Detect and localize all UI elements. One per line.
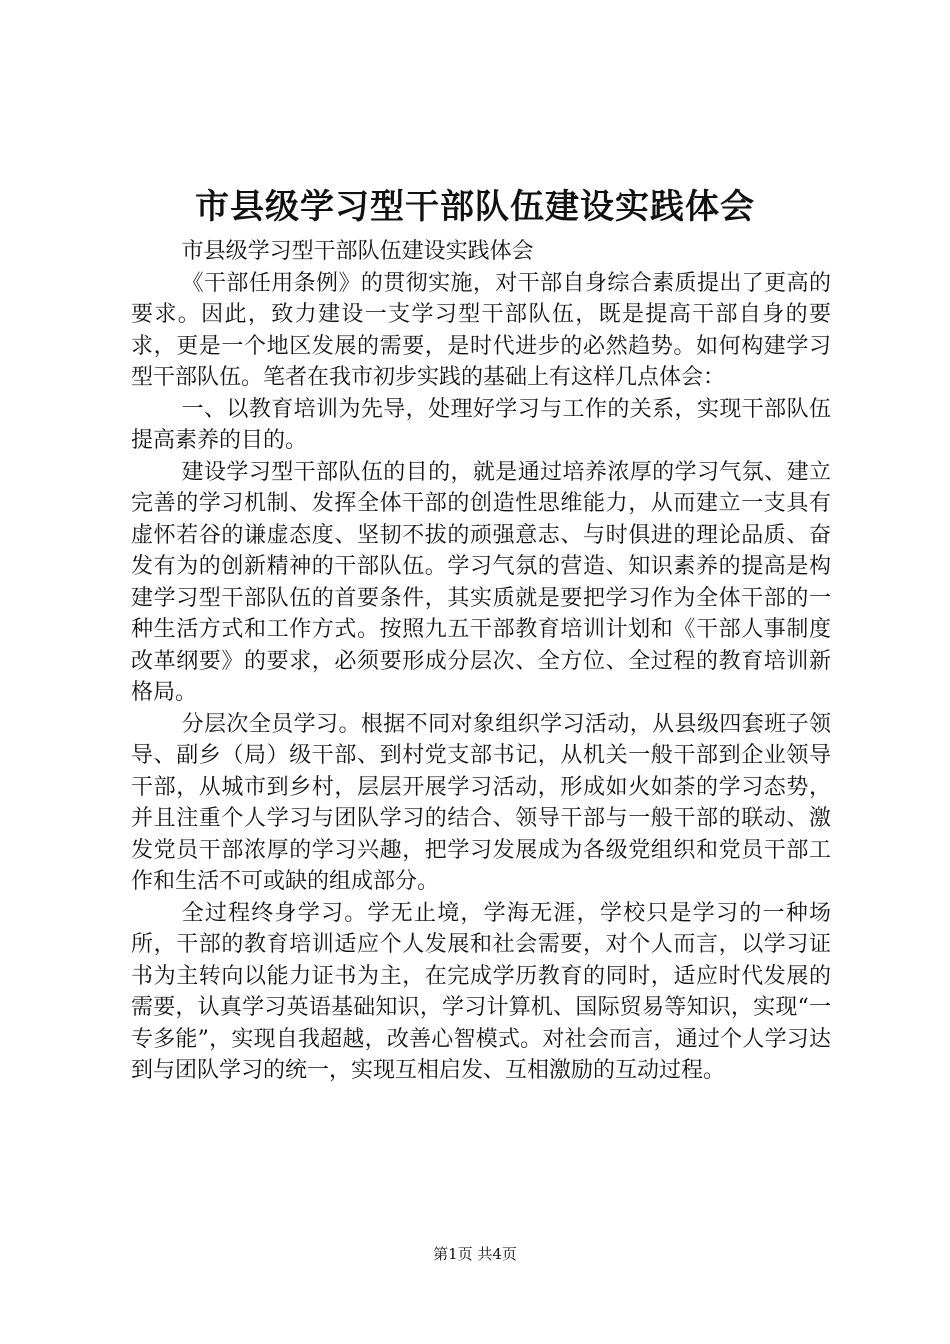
paragraph-subtitle: 市县级学习型干部队伍建设实践体会 (181, 239, 534, 264)
paragraph-body: 建设学习型干部队伍的目的，就是通过培养浓厚的学习气氛、建立完善的学习机制、发挥全体干部的创造性思维能力，从而建立一支具有虚怀若谷的谦虚态度、坚韧不拔的顽强意志、与时俱进的理论品质、奋发有为的创新精神的干部队伍。学习气氛的营造、知识素养的提高是构建学习型干部队伍的首要条件，其实质就是要把学习作为全体干部的一种生活方式和工作方式。按照九五干部教育培训计划和《干部人事制度改革纲要》的要求，必须要形成分层次、全方位、全过程的教育培训新格局。 (131, 459, 831, 705)
page-number: 第1页 共4页 (433, 1245, 517, 1263)
document-body (131, 236, 831, 1087)
paragraph-body: 分层次全员学习。根据不同对象组织学习活动，从县级四套班子领导、副乡（局）级干部、到村党支部书记，从机关一般干部到企业领导干部，从城市到乡村，层层开展学习活动，形成如火如荼的学习态势，并且注重个人学习与团队学习的结合、领导干部与一般干部的联动、激发党员干部浓厚的学习兴趣，把学习发展成为各级党组织和党员干部工作和生活不可或缺的组成部分。 (131, 711, 831, 894)
paragraph-body: 全过程终身学习。学无止境，学海无涯，学校只是学习的一种场所，干部的教育培训适应个人发展和社会需要，对个人而言，以学习证书为主转向以能力证书为主，在完成学历教育的同时，适应时代发展的需要，认真学习英语基础知识，学习计算机、国际贸易等知识，实现“一专多能”，实现自我超越，改善心智模式。对社会而言，通过个人学习达到与团队学习的统一，实现互相启发、互相激励的互动过程。 (131, 900, 831, 1083)
paragraph-section-heading: 一、以教育培训为先导，处理好学习与工作的关系，实现干部队伍提高素养的目的。 (131, 396, 831, 453)
paragraph-intro: 《干部任用条例》的贯彻实施，对干部自身综合素质提出了更高的要求。因此，致力建设一支学习型干部队伍，既是提高干部自身的要求，更是一个地区发展的需要，是时代进步的必然趋势。如何构建学习型干部队伍。笔者在我市初步实践的基础上有这样几点体会： (131, 270, 831, 390)
document-title: 市县级学习型干部队伍建设实践体会 (195, 187, 755, 227)
